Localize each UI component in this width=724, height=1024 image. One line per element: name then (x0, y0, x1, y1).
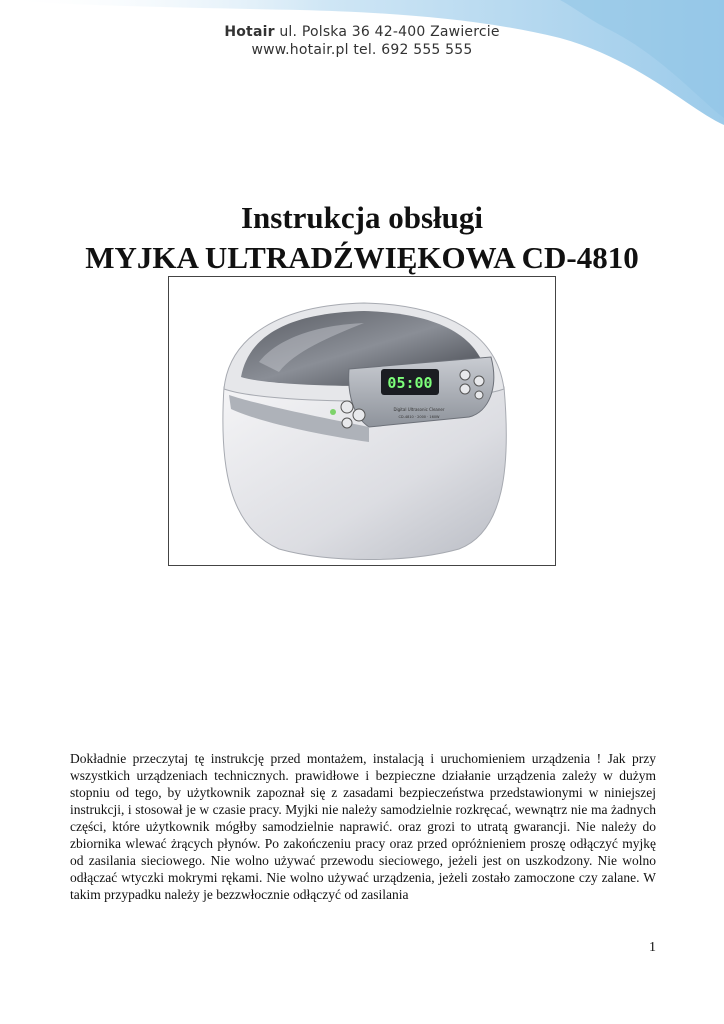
product-title: MYJKA ULTRADŹWIĘKOWA CD-4810 (85, 240, 639, 275)
panel-label: Digital Ultrasonic Cleaner (393, 407, 445, 412)
header-address-line (0, 24, 724, 40)
panel-label-model: CD-4810 · 2000 · 160W (398, 415, 440, 419)
page-number: 1 (649, 940, 656, 955)
product-image (168, 276, 556, 566)
header-address: ul. Polska 36 42-400 Zawiercie (274, 24, 500, 40)
page-header (0, 0, 724, 125)
display-time: 05:00 (387, 374, 433, 392)
header-swoosh-decoration (0, 0, 724, 125)
safety-paragraph: Dokładnie przeczytaj tę instrukcję przed montażem, instalacją i uruchomieniem urządzenia ! Jak przy wszystkich urządzeniach technicznych. prawidłowe i bezpieczne działanie urządzenia zależy w dużym stopniu od tego, by użytkownik zapoznał się z zasadami bezpieczeństwa przedstawionymi w niniejszej instrukcji, i stosował je w czasie pracy. Myjki nie należy samodzielnie rozkręcać, wewnątrz nie ma żadnych części, które użytkownik mógłby samodzielnie naprawić. oraz grozi to utratą gwarancji. Nie należy do zbiornika wlewać żrących płynów. Po zakończeniu pracy oraz przed opróżnieniem proszę odłączyć myjkę od zasilania sieciowego. Nie wolno używać przewodu sieciowego, jeżeli jest on uszkodzony. Nie wolno odłączać wtyczki mokrymi rękami. Nie wolno używać urządzenia, jeżeli zostało zamoczone czy zalane. W takim przypadku należy je bezzwłocznie odłączyć od zasilania (70, 751, 656, 902)
ultrasonic-cleaner-illustration (169, 277, 555, 565)
document-title: Instrukcja obsługi (240, 200, 484, 235)
brand-name: Hotair (224, 24, 275, 40)
header-contact: www.hotair.pl tel. 692 555 555 (251, 42, 473, 58)
